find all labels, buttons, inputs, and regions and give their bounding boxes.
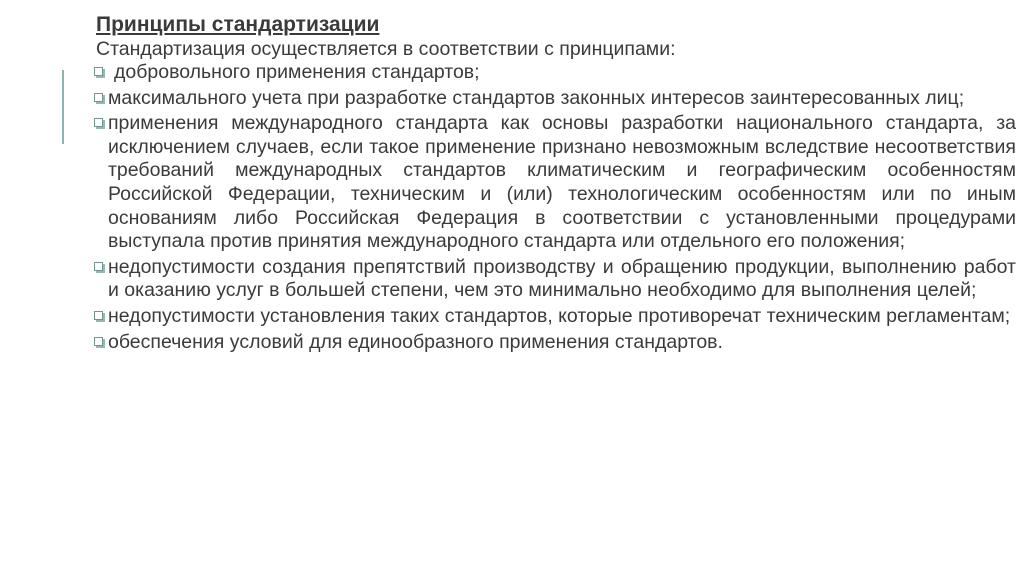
intro-text: Стандартизация осуществляется в соответствии с принципами: xyxy=(96,38,676,60)
square-bullet-icon xyxy=(92,256,106,279)
principle-text: максимального учета при разработке стандартов законных интересов заинтересованных лиц; xyxy=(108,86,965,109)
list-item xyxy=(92,112,1016,254)
square-bullet-icon xyxy=(92,87,106,110)
principle-text: обеспечения условий для единообразного применения стандартов. xyxy=(108,330,723,353)
square-bullet-icon xyxy=(92,305,106,328)
principles-list xyxy=(92,61,1016,354)
square-bullet-icon xyxy=(92,112,106,135)
principle-text: добровольного применения стандартов; xyxy=(114,61,480,83)
principle-text: недопустимости создания препятствий производству и обращению продукции, выполнению работ и оказанию услуг в большей степени, чем это минимально необходимо для выполнения целей; xyxy=(108,255,1016,302)
square-bullet-icon xyxy=(92,331,106,354)
list-item xyxy=(92,61,1016,85)
accent-divider-line xyxy=(62,70,64,144)
slide-content xyxy=(92,12,1016,356)
list-item xyxy=(92,305,1016,329)
principle-text: недопустимости установления таких стандартов, которые противоречат техническим регламентам; xyxy=(108,304,1011,327)
list-item xyxy=(92,87,1016,111)
principle-text: применения международного стандарта как основы разработки национального стандарта, за исключением случаев, если такое применение признано невозможным вследствие несоответствия требований международных стандартов климатическим и географическим особенностям Российской Федерации, техническим и (или) технологическим особенностям или по иным основаниям либо Российская Федерация в соответствии с установленными процедурами выступала против принятия международного стандарта или отдельного его положения; xyxy=(108,112,1016,253)
square-bullet-icon xyxy=(92,61,106,84)
slide-title: Принципы стандартизации xyxy=(96,13,380,36)
list-item xyxy=(92,256,1016,303)
list-item xyxy=(92,331,1016,355)
